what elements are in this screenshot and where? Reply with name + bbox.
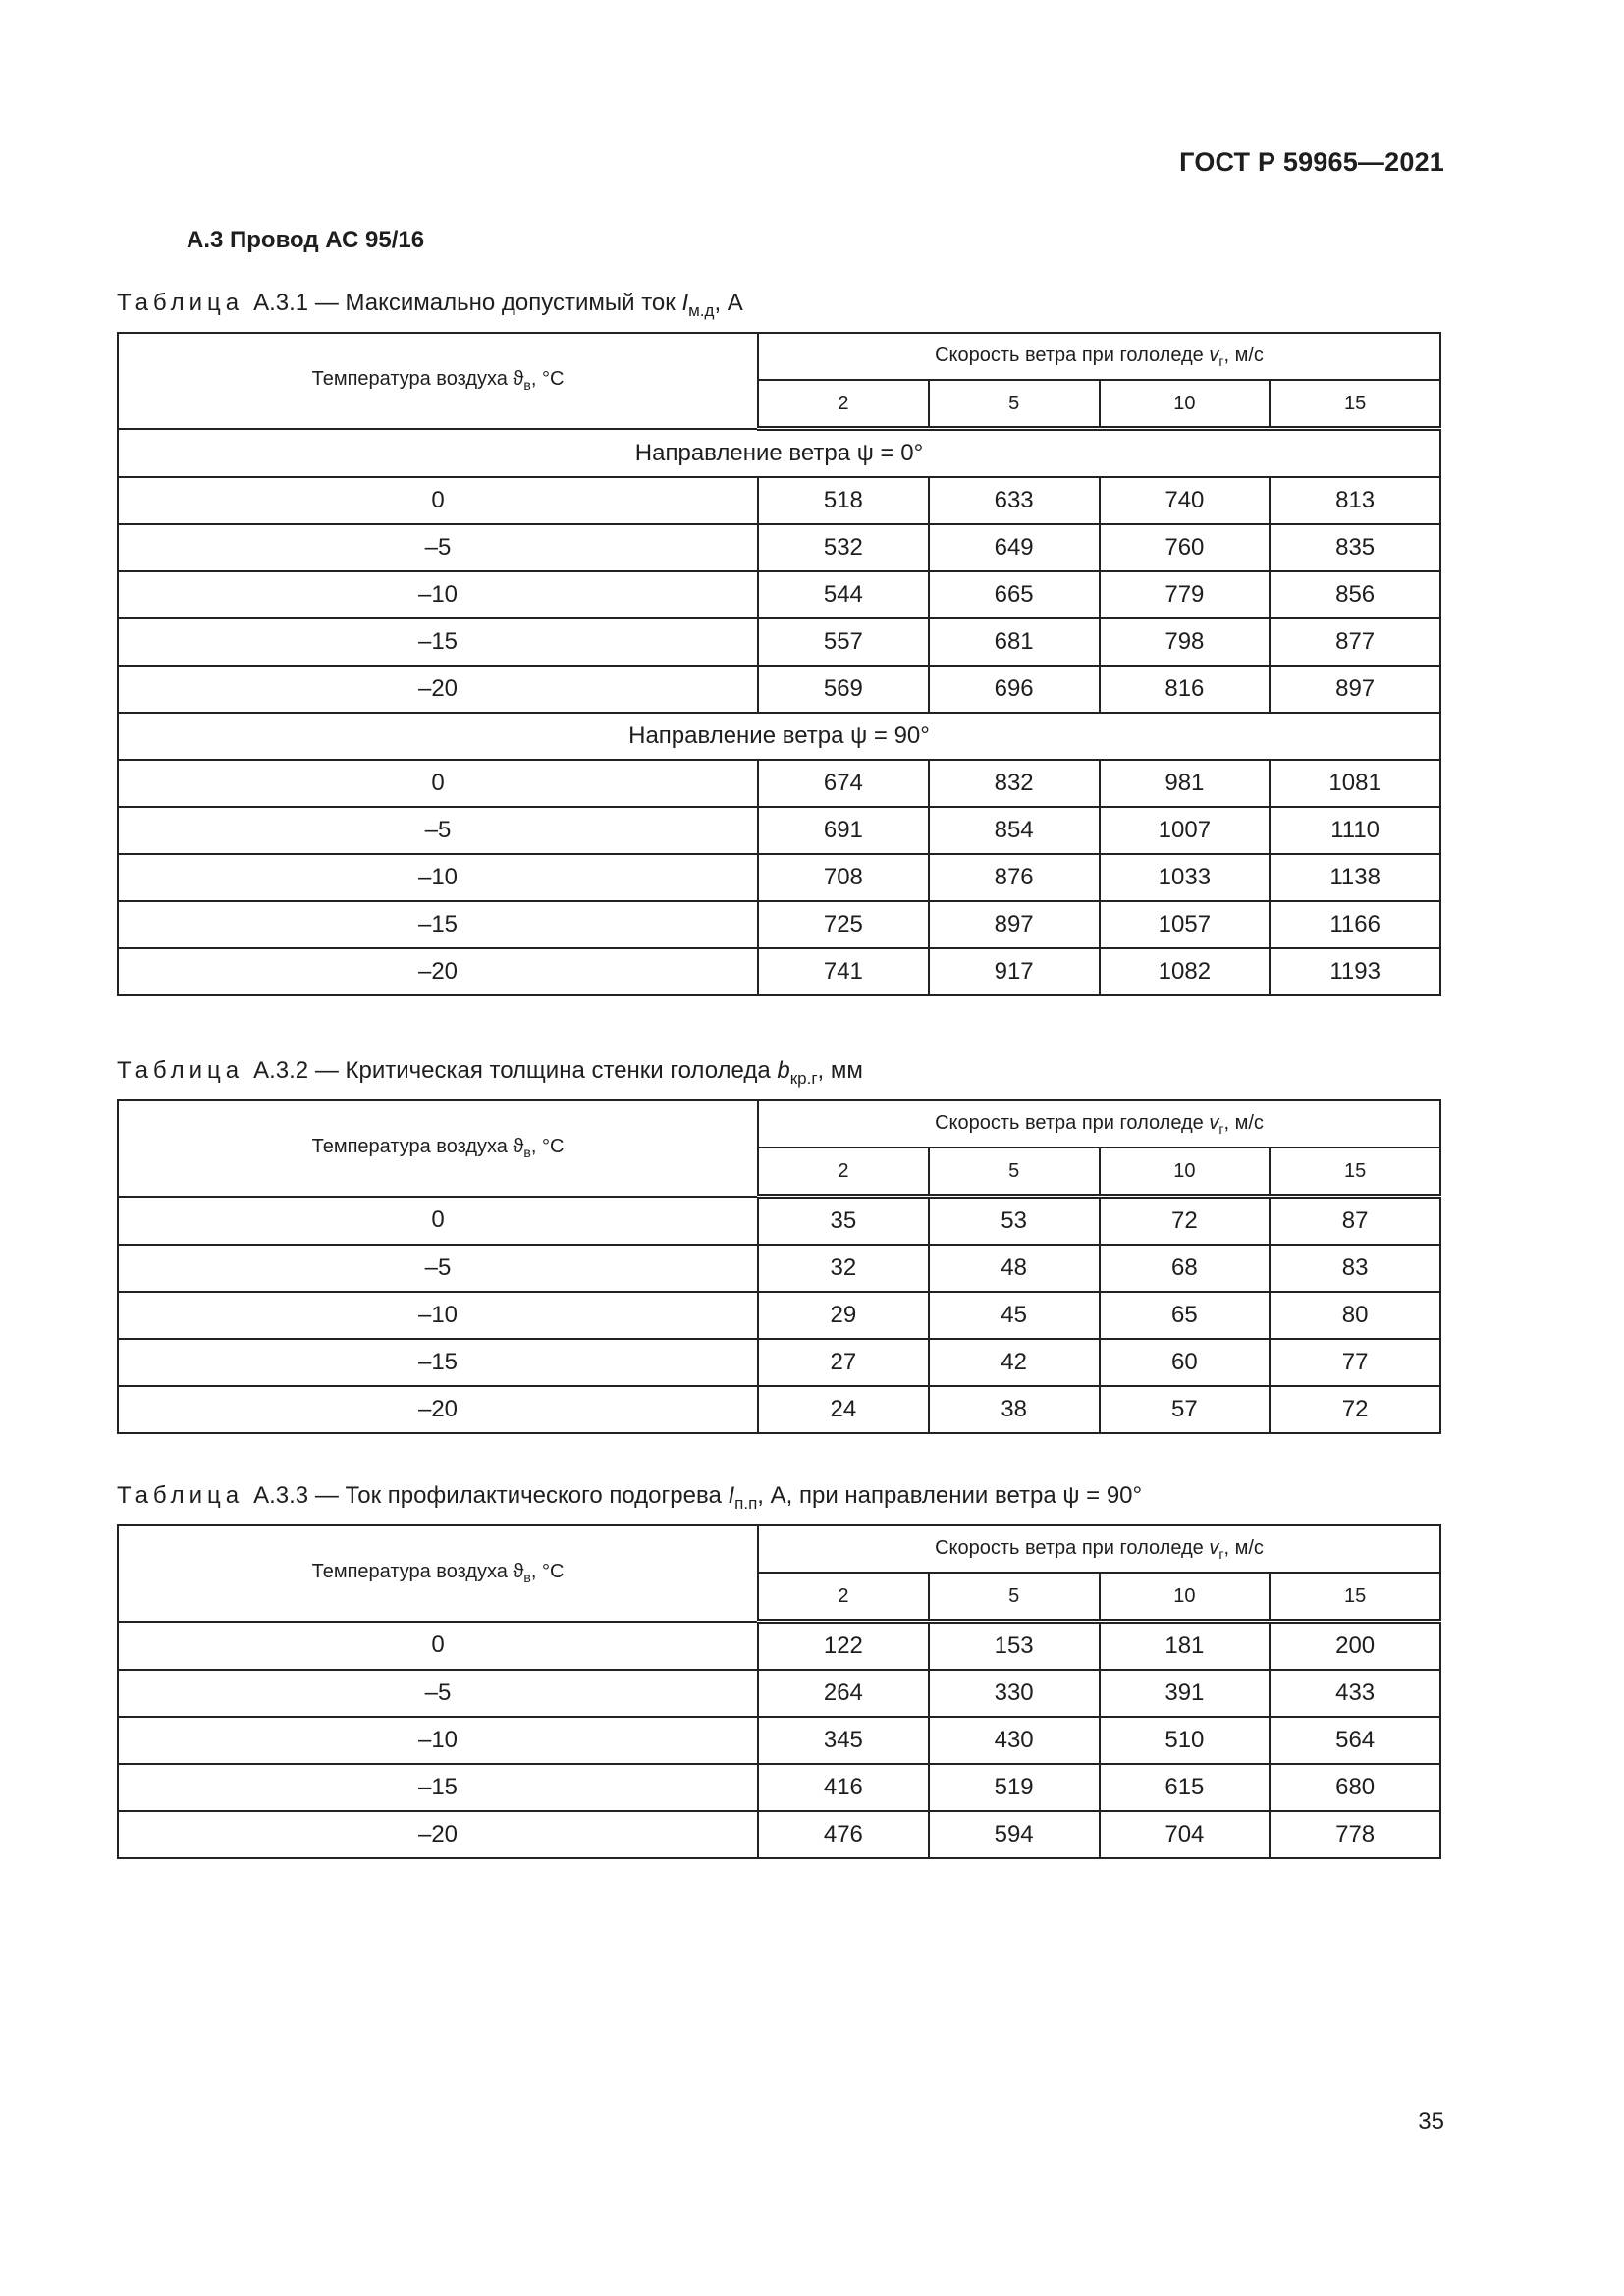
temp-cell: –20 xyxy=(118,948,758,995)
value-cell: 778 xyxy=(1270,1811,1440,1858)
value-cell: 1033 xyxy=(1100,854,1271,901)
caption-subscript: п.п xyxy=(734,1494,758,1513)
value-cell: 153 xyxy=(929,1622,1100,1671)
value-cell: 917 xyxy=(929,948,1100,995)
temp-cell: –10 xyxy=(118,854,758,901)
value-cell: 856 xyxy=(1270,571,1440,618)
value-cell: 564 xyxy=(1270,1717,1440,1764)
value-cell: 1166 xyxy=(1270,901,1440,948)
value-cell: 77 xyxy=(1270,1339,1440,1386)
table-row xyxy=(118,1339,1440,1386)
temp-header: Температура воздуха $ϑ_в$, °С xyxy=(118,1525,758,1622)
temp-header: Температура воздуха $ϑ_в$, °С xyxy=(118,1100,758,1197)
speed-value: 15 xyxy=(1270,380,1440,429)
value-cell: 813 xyxy=(1270,477,1440,524)
value-cell: 897 xyxy=(1270,666,1440,713)
value-cell: 80 xyxy=(1270,1292,1440,1339)
value-cell: 569 xyxy=(758,666,929,713)
temp-cell: –15 xyxy=(118,1339,758,1386)
speed-header: Скорость ветра при гололеде $v_г$, м/с xyxy=(758,1525,1440,1573)
table-row xyxy=(118,854,1440,901)
value-cell: 65 xyxy=(1100,1292,1271,1339)
caption-tail: , А xyxy=(714,290,743,316)
table-caption-a33 xyxy=(117,1482,1142,1514)
table-row xyxy=(118,1386,1440,1433)
value-cell: 649 xyxy=(929,524,1100,571)
value-cell: 53 xyxy=(929,1197,1100,1246)
value-cell: 854 xyxy=(929,807,1100,854)
caption-symbol: I xyxy=(681,290,689,316)
value-cell: 122 xyxy=(758,1622,929,1671)
value-cell: 264 xyxy=(758,1670,929,1717)
caption-subscript: кр.г xyxy=(789,1069,818,1088)
section-title: А.3 Провод АС 95/16 xyxy=(187,227,425,253)
value-cell: 68 xyxy=(1100,1245,1271,1292)
speed-value: 15 xyxy=(1270,1573,1440,1622)
speed-value: 5 xyxy=(929,1573,1100,1622)
table-caption-a31 xyxy=(117,290,743,321)
value-cell: 1057 xyxy=(1100,901,1271,948)
value-cell: 708 xyxy=(758,854,929,901)
value-cell: 330 xyxy=(929,1670,1100,1717)
value-cell: 1082 xyxy=(1100,948,1271,995)
table-row xyxy=(118,760,1440,807)
table-row xyxy=(118,1245,1440,1292)
value-cell: 519 xyxy=(929,1764,1100,1811)
value-cell: 691 xyxy=(758,807,929,854)
temp-cell: –15 xyxy=(118,618,758,666)
speed-value: 2 xyxy=(758,1573,929,1622)
value-cell: 45 xyxy=(929,1292,1100,1339)
value-cell: 665 xyxy=(929,571,1100,618)
value-cell: 681 xyxy=(929,618,1100,666)
speed-value: 10 xyxy=(1100,1573,1271,1622)
temp-cell: –5 xyxy=(118,807,758,854)
temp-cell: –20 xyxy=(118,1811,758,1858)
value-cell: 532 xyxy=(758,524,929,571)
speed-value: 15 xyxy=(1270,1148,1440,1197)
value-cell: 760 xyxy=(1100,524,1271,571)
group-title: Направление ветра ψ = 0° xyxy=(118,429,1440,478)
value-cell: 1081 xyxy=(1270,760,1440,807)
table-row xyxy=(118,1622,1440,1671)
temp-cell: –20 xyxy=(118,666,758,713)
caption-subscript: м.д xyxy=(688,301,715,320)
value-cell: 416 xyxy=(758,1764,929,1811)
value-cell: 832 xyxy=(929,760,1100,807)
value-cell: 696 xyxy=(929,666,1100,713)
temp-cell: –20 xyxy=(118,1386,758,1433)
value-cell: 510 xyxy=(1100,1717,1271,1764)
caption-tail: , А, при направлении ветра ψ = 90° xyxy=(757,1482,1143,1509)
value-cell: 72 xyxy=(1100,1197,1271,1246)
value-cell: 38 xyxy=(929,1386,1100,1433)
group-title: Направление ветра ψ = 90° xyxy=(118,713,1440,760)
value-cell: 1193 xyxy=(1270,948,1440,995)
value-cell: 816 xyxy=(1100,666,1271,713)
value-cell: 72 xyxy=(1270,1386,1440,1433)
table-caption-a32 xyxy=(117,1057,863,1089)
speed-value: 5 xyxy=(929,1148,1100,1197)
table-a33 xyxy=(117,1524,1441,1859)
value-cell: 557 xyxy=(758,618,929,666)
table-row xyxy=(118,571,1440,618)
value-cell: 544 xyxy=(758,571,929,618)
temp-cell: –15 xyxy=(118,901,758,948)
value-cell: 181 xyxy=(1100,1622,1271,1671)
value-cell: 29 xyxy=(758,1292,929,1339)
value-cell: 518 xyxy=(758,477,929,524)
value-cell: 633 xyxy=(929,477,1100,524)
caption-text: А.3.3 — Ток профилактического подогрева xyxy=(253,1482,729,1509)
speed-header: Скорость ветра при гололеде $v_г$, м/с xyxy=(758,333,1440,380)
value-cell: 430 xyxy=(929,1717,1100,1764)
value-cell: 680 xyxy=(1270,1764,1440,1811)
value-cell: 391 xyxy=(1100,1670,1271,1717)
table-row xyxy=(118,618,1440,666)
speed-value: 2 xyxy=(758,380,929,429)
value-cell: 476 xyxy=(758,1811,929,1858)
caption-text: А.3.2 — Критическая толщина стенки гололеда xyxy=(253,1057,778,1084)
value-cell: 1007 xyxy=(1100,807,1271,854)
value-cell: 615 xyxy=(1100,1764,1271,1811)
table-a31 xyxy=(117,332,1441,996)
value-cell: 779 xyxy=(1100,571,1271,618)
value-cell: 32 xyxy=(758,1245,929,1292)
caption-symbol: I xyxy=(728,1482,735,1509)
value-cell: 345 xyxy=(758,1717,929,1764)
table-row xyxy=(118,901,1440,948)
table-row xyxy=(118,477,1440,524)
value-cell: 594 xyxy=(929,1811,1100,1858)
value-cell: 433 xyxy=(1270,1670,1440,1717)
value-cell: 740 xyxy=(1100,477,1271,524)
value-cell: 200 xyxy=(1270,1622,1440,1671)
speed-value: 2 xyxy=(758,1148,929,1197)
value-cell: 83 xyxy=(1270,1245,1440,1292)
table-row xyxy=(118,948,1440,995)
table-a31-body xyxy=(118,333,1440,995)
temp-cell: –10 xyxy=(118,1717,758,1764)
value-cell: 1110 xyxy=(1270,807,1440,854)
table-row xyxy=(118,524,1440,571)
temp-cell: 0 xyxy=(118,1622,758,1671)
value-cell: 704 xyxy=(1100,1811,1271,1858)
temp-cell: 0 xyxy=(118,760,758,807)
value-cell: 725 xyxy=(758,901,929,948)
table-row xyxy=(118,1811,1440,1858)
value-cell: 1138 xyxy=(1270,854,1440,901)
table-row xyxy=(118,1764,1440,1811)
caption-text: А.3.1 — Максимально допустимый ток xyxy=(253,290,682,316)
speed-value: 5 xyxy=(929,380,1100,429)
document-code: ГОСТ Р 59965—2021 xyxy=(1179,147,1444,177)
caption-word: Таблица xyxy=(117,290,244,316)
caption-tail: , мм xyxy=(817,1057,863,1084)
table-row xyxy=(118,1670,1440,1717)
temp-cell: –5 xyxy=(118,1245,758,1292)
temp-cell: 0 xyxy=(118,1197,758,1246)
page-number: 35 xyxy=(1418,2109,1444,2135)
table-row xyxy=(118,666,1440,713)
temp-cell: –10 xyxy=(118,1292,758,1339)
value-cell: 35 xyxy=(758,1197,929,1246)
temp-cell: –5 xyxy=(118,1670,758,1717)
table-row xyxy=(118,807,1440,854)
speed-header: Скорость ветра при гололеде $v_г$, м/с xyxy=(758,1100,1440,1148)
value-cell: 741 xyxy=(758,948,929,995)
value-cell: 42 xyxy=(929,1339,1100,1386)
value-cell: 981 xyxy=(1100,760,1271,807)
table-row xyxy=(118,1292,1440,1339)
value-cell: 87 xyxy=(1270,1197,1440,1246)
speed-value: 10 xyxy=(1100,1148,1271,1197)
value-cell: 877 xyxy=(1270,618,1440,666)
temp-cell: –15 xyxy=(118,1764,758,1811)
table-row xyxy=(118,1197,1440,1246)
temp-cell: –5 xyxy=(118,524,758,571)
value-cell: 48 xyxy=(929,1245,1100,1292)
value-cell: 674 xyxy=(758,760,929,807)
caption-word: Таблица xyxy=(117,1057,244,1084)
temp-cell: 0 xyxy=(118,477,758,524)
value-cell: 27 xyxy=(758,1339,929,1386)
value-cell: 60 xyxy=(1100,1339,1271,1386)
value-cell: 798 xyxy=(1100,618,1271,666)
value-cell: 876 xyxy=(929,854,1100,901)
value-cell: 24 xyxy=(758,1386,929,1433)
table-a33-body xyxy=(118,1525,1440,1858)
caption-symbol: b xyxy=(777,1057,790,1084)
value-cell: 57 xyxy=(1100,1386,1271,1433)
temp-cell: –10 xyxy=(118,571,758,618)
value-cell: 897 xyxy=(929,901,1100,948)
table-a32 xyxy=(117,1099,1441,1434)
table-a32-body xyxy=(118,1100,1440,1433)
speed-value: 10 xyxy=(1100,380,1271,429)
caption-word: Таблица xyxy=(117,1482,244,1509)
value-cell: 835 xyxy=(1270,524,1440,571)
table-row xyxy=(118,1717,1440,1764)
temp-header: Температура воздуха $ϑ_в$, °С xyxy=(118,333,758,429)
